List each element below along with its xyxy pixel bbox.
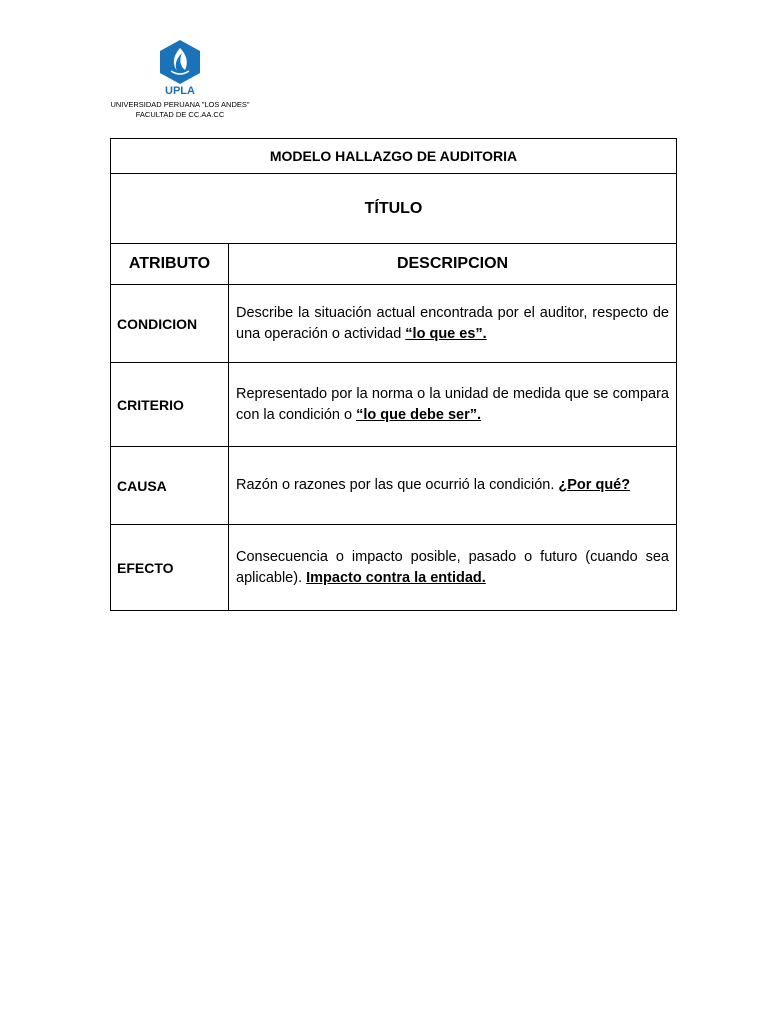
finding-title: TÍTULO — [111, 174, 677, 244]
table-row — [111, 447, 677, 525]
description-header: DESCRIPCION — [229, 244, 677, 285]
table-row — [111, 525, 677, 611]
description-emphasis: “lo que es”. — [405, 325, 487, 342]
title-row — [111, 174, 677, 244]
description-cell — [229, 363, 677, 447]
main-title: MODELO HALLAZGO DE AUDITORIA — [111, 139, 677, 174]
description-emphasis: Impacto contra la entidad. — [306, 569, 486, 586]
description-cell — [229, 525, 677, 611]
institution-name: UNIVERSIDAD PERUANA "LOS ANDES" — [110, 100, 250, 109]
attribute-cell: CONDICION — [111, 285, 229, 363]
description-text: Describe la situación actual encontrada por el auditor, respecto de una operación o actividad — [236, 304, 669, 342]
attribute-cell: CAUSA — [111, 447, 229, 525]
table-row — [111, 363, 677, 447]
main-title-row — [111, 139, 677, 174]
faculty-name: FACULTAD DE CC.AA.CC — [135, 110, 225, 119]
table-row — [111, 285, 677, 363]
attribute-header: ATRIBUTO — [111, 244, 229, 285]
description-cell — [229, 285, 677, 363]
audit-finding-table — [110, 138, 677, 611]
institution-header — [100, 40, 260, 120]
logo-text: UPLA — [165, 85, 195, 96]
attribute-cell: EFECTO — [111, 525, 229, 611]
description-emphasis: ¿Por qué? — [558, 477, 631, 493]
description-text: Consecuencia o impacto posible, pasado o futuro (cuando sea aplicable). — [236, 548, 669, 586]
description-text: Representado por la norma o la unidad de medida que se compara con la condición o — [236, 385, 669, 423]
description-cell — [229, 447, 677, 525]
header-row — [111, 244, 677, 285]
description-emphasis: “lo que debe ser”. — [356, 406, 482, 423]
attribute-cell: CRITERIO — [111, 363, 229, 447]
upla-logo — [158, 40, 202, 96]
description-text: Razón o razones por las que ocurrió la condición. — [236, 477, 559, 493]
